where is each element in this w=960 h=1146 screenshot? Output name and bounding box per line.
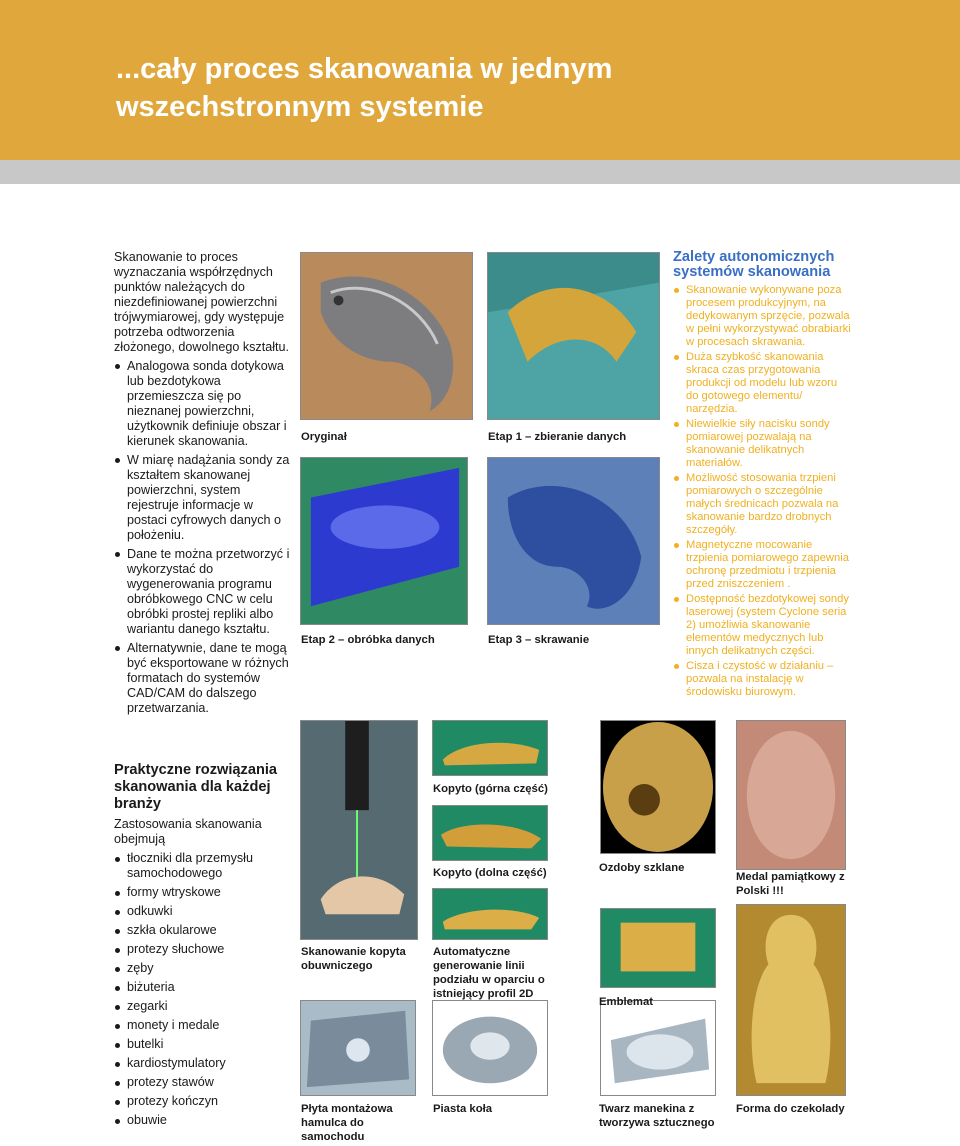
mannequin-face-image (600, 1000, 716, 1096)
industry-item: butelki (114, 1037, 294, 1052)
caption-stage1: Etap 1 – zbieranie danych (488, 431, 627, 443)
industry-item: odkuwki (114, 904, 294, 919)
caption-last-lower: Kopyto (dolna część) (433, 867, 547, 879)
glass-ornament-image (600, 720, 716, 854)
caption-emblem: Emblemat (599, 996, 653, 1008)
industry-item: protezy kończyn (114, 1094, 294, 1109)
fish-stage3-image (487, 457, 660, 625)
caption-mannequin: Twarz manekina z tworzywa sztucznego (599, 1103, 715, 1129)
intro-bullet: W miarę nadążania sondy za kształtem skanowanej powierzchni, system rejestruje informacje w postaci cyfrowych danych o położeniu. (114, 453, 290, 543)
caption-stage3: Etap 3 – skrawanie (488, 634, 590, 646)
industry-item: szkła okularowe (114, 923, 294, 938)
caption-original: Oryginał (301, 431, 347, 443)
intro-bullet: Alternatywnie, dane te mogą być eksportowane w różnych formatach do systemów CAD/CAM do dalszego przetwarzania. (114, 641, 290, 716)
industries-title: Praktyczne rozwiązania skanowania dla każdej branży (114, 762, 278, 812)
industry-item: obuwie (114, 1113, 294, 1128)
advantage-item: Możliwość stosowania trzpieni pomiarowych o szczególnie małych średnicach pozwala na skanowanie bardzo drobnych szczegóły. (673, 472, 851, 537)
industry-item: biżuteria (114, 980, 294, 995)
header-stripe (0, 160, 960, 184)
industry-item: kardiostymulatory (114, 1056, 294, 1071)
auto-profile-image (432, 888, 548, 940)
caption-last-scan: Skanowanie kopyta obuwniczego (301, 946, 406, 972)
intro-paragraph: Skanowanie to proces wyznaczania współrzędnych punktów należących do niezdefiniowanej powierzchni trójwymiarowej, gdy występuje potrzeba odtworzenia złożonego, dowolnego kształtu. (114, 250, 290, 354)
advantage-item: Niewielkie siły nacisku sondy pomiarowej pozwalają na skanowanie delikatnych materiałów. (673, 418, 851, 470)
fish-original-image (300, 252, 473, 420)
caption-chocolate: Forma do czekolady (736, 1103, 845, 1115)
fish-stage1-image (487, 252, 660, 420)
industries-list (114, 851, 294, 1128)
caption-hub: Piasta koła (433, 1103, 493, 1115)
medal-image (736, 720, 846, 870)
caption-brake-plate: Płyta montażowa hamulca do samochodu (301, 1103, 393, 1143)
brake-plate-image (300, 1000, 416, 1096)
advantage-item: Dostępność bezdotykowej sondy laserowej (system Cyclone seria 2) umożliwia skanowanie elementów medycznych lub innych delikatnych części. (673, 593, 851, 658)
title-line-1: ...cały proces skanowania w jednym (116, 53, 613, 85)
advantages-title: Zalety autonomicznych systemów skanowania (673, 249, 835, 280)
intro-bullet: Dane te można przetworzyć i wykorzystać do wygenerowania programu obróbkowego CNC w celu obróbki prostej repliki albo wariantu danego kształtu. (114, 547, 290, 637)
title-line-2: wszechstronnym systemie (116, 91, 484, 123)
last-lower-image (432, 805, 548, 861)
last-upper-image (432, 720, 548, 776)
industry-item: protezy stawów (114, 1075, 294, 1090)
advantage-item: Skanowanie wykonywane poza procesem produkcyjnym, na dedykowanym sprzęcie, pozwala w pełni wykorzystywać obrabiarki w procesach skrawania. (673, 284, 851, 349)
industries-column (114, 762, 294, 1128)
page-title (116, 50, 816, 126)
industry-item: zegarki (114, 999, 294, 1014)
industries-lead: Zastosowania skanowania obejmują (114, 817, 262, 846)
intro-column (114, 250, 290, 716)
intro-bullet: Analogowa sonda dotykowa lub bezdotykowa przemieszcza się po nieznanej powierzchni, użytkownik definiuje obszar i kierunek skanowania. (114, 359, 290, 449)
industry-item: formy wtryskowe (114, 885, 294, 900)
advantage-item: Cisza i czystość w działaniu – pozwala na instalację w środowisku biurowym. (673, 660, 851, 699)
caption-glass: Ozdoby szklane (599, 862, 685, 874)
advantages-list (673, 284, 851, 699)
advantage-item: Duża szybkość skanowania skraca czas przygotowania produkcji od modelu lub wzoru do gotowego elementu/ narzędzia. (673, 351, 851, 416)
caption-medal: Medal pamiątkowy z Polski !!! (736, 871, 845, 897)
industry-item: tłoczniki dla przemysłu samochodowego (114, 851, 294, 881)
advantage-item: Magnetyczne mocowanie trzpienia pomiarowego zapewnia ochronę przedmiotu i trzpienia przed zniszczeniem . (673, 539, 851, 591)
laser-scan-last-image (300, 720, 418, 940)
industry-item: protezy słuchowe (114, 942, 294, 957)
emblem-image (600, 908, 716, 988)
caption-last-upper: Kopyto (górna część) (433, 783, 548, 795)
intro-bullets (114, 359, 290, 716)
wheel-hub-image (432, 1000, 548, 1096)
chocolate-mould-image (736, 904, 846, 1096)
caption-stage2: Etap 2 – obróbka danych (301, 634, 435, 646)
advantages-column (673, 250, 851, 699)
industry-item: monety i medale (114, 1018, 294, 1033)
industry-item: zęby (114, 961, 294, 976)
fish-stage2-image (300, 457, 468, 625)
caption-auto-profile: Automatyczne generowanie linii podziału w oparciu o istniejący profil 2D (433, 946, 545, 1000)
